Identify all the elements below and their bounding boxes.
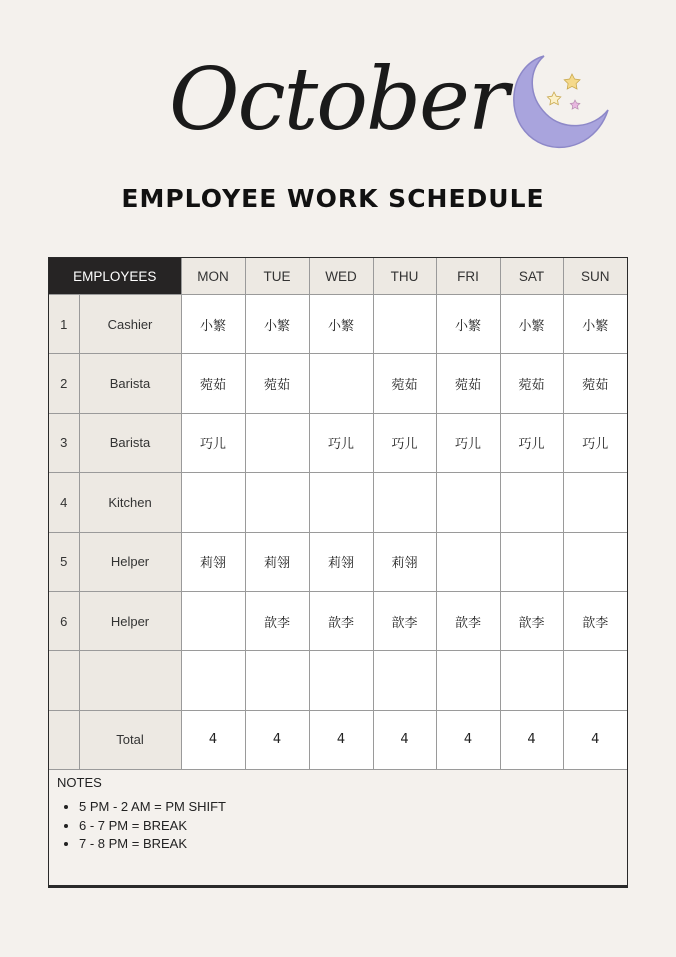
shift-cell: 歆李 [436, 591, 500, 650]
table-row [49, 295, 627, 354]
day-header: MON [181, 258, 245, 295]
shift-cell [500, 651, 563, 710]
crescent-moon-icon [508, 52, 612, 152]
day-header: SUN [563, 258, 627, 295]
note-item: • 6 - 7 PM = BREAK [79, 817, 617, 836]
shift-cell: 莉翎 [181, 532, 245, 591]
shift-cell: 菀茹 [181, 354, 245, 413]
star-icon [570, 100, 580, 109]
row-number: 5 [49, 532, 79, 591]
shift-cell [373, 295, 436, 354]
shift-cell [309, 354, 373, 413]
shift-cell: 菀茹 [563, 354, 627, 413]
shift-cell: 菀茹 [373, 354, 436, 413]
shift-cell [181, 591, 245, 650]
row-number: 2 [49, 354, 79, 413]
shift-cell: 菀茹 [245, 354, 309, 413]
row-number: 1 [49, 295, 79, 354]
table-row [49, 413, 627, 472]
shift-cell: 小繁 [436, 295, 500, 354]
row-number: 6 [49, 591, 79, 650]
schedule-sheet [48, 257, 628, 888]
shift-cell: 巧儿 [500, 413, 563, 472]
shift-cell [373, 651, 436, 710]
day-header: WED [309, 258, 373, 295]
day-header: TUE [245, 258, 309, 295]
role-label: Cashier [79, 295, 181, 354]
total-cell: 4 [245, 710, 309, 769]
table-row [49, 354, 627, 413]
shift-cell: 歆李 [563, 591, 627, 650]
notes-title: NOTES [57, 775, 102, 790]
shift-cell: 莉翎 [309, 532, 373, 591]
month-title: October [168, 50, 508, 150]
notes-list [57, 798, 617, 854]
notes-section [57, 775, 617, 854]
shift-cell: 小繁 [309, 295, 373, 354]
shift-cell [500, 473, 563, 532]
role-label: Helper [79, 591, 181, 650]
shift-cell [245, 651, 309, 710]
shift-cell [563, 532, 627, 591]
shift-cell: 巧儿 [373, 413, 436, 472]
table-row [49, 473, 627, 532]
day-header: FRI [436, 258, 500, 295]
shift-cell: 巧儿 [436, 413, 500, 472]
note-item: • 5 PM - 2 AM = PM SHIFT [79, 798, 617, 817]
employees-header: EMPLOYEES [49, 258, 181, 295]
shift-cell: 菀茹 [436, 354, 500, 413]
table-row [49, 651, 627, 710]
shift-cell: 小繁 [500, 295, 563, 354]
table-row [49, 591, 627, 650]
shift-cell [181, 473, 245, 532]
role-label [79, 651, 181, 710]
row-number: 4 [49, 473, 79, 532]
shift-cell: 巧儿 [181, 413, 245, 472]
table-row [49, 532, 627, 591]
role-label: Barista [79, 413, 181, 472]
shift-cell: 小繁 [181, 295, 245, 354]
shift-cell: 歆李 [373, 591, 436, 650]
total-cell: 4 [373, 710, 436, 769]
shift-cell [181, 651, 245, 710]
shift-cell: 莉翎 [245, 532, 309, 591]
shift-cell [563, 651, 627, 710]
shift-cell: 莉翎 [373, 532, 436, 591]
shift-cell [436, 473, 500, 532]
role-label: Barista [79, 354, 181, 413]
note-item: • 7 - 8 PM = BREAK [79, 835, 617, 854]
shift-cell: 小繁 [563, 295, 627, 354]
total-cell: 4 [181, 710, 245, 769]
total-cell: 4 [309, 710, 373, 769]
role-label: Kitchen [79, 473, 181, 532]
shift-cell: 歆李 [309, 591, 373, 650]
shift-cell [309, 651, 373, 710]
shift-cell: 菀茹 [500, 354, 563, 413]
shift-cell: 小繁 [245, 295, 309, 354]
day-header: THU [373, 258, 436, 295]
schedule-table [49, 258, 627, 770]
shift-cell: 巧儿 [309, 413, 373, 472]
shift-cell [500, 532, 563, 591]
row-number [49, 710, 79, 769]
role-label: Helper [79, 532, 181, 591]
shift-cell [309, 473, 373, 532]
shift-cell [563, 473, 627, 532]
shift-cell [373, 473, 436, 532]
total-cell: 4 [500, 710, 563, 769]
shift-cell [245, 413, 309, 472]
page-subtitle: EMPLOYEE WORK SCHEDULE [121, 184, 545, 213]
shift-cell: 歆李 [245, 591, 309, 650]
total-cell: 4 [563, 710, 627, 769]
shift-cell: 歆李 [500, 591, 563, 650]
star-icon [564, 74, 580, 89]
total-label: Total [79, 710, 181, 769]
day-header: SAT [500, 258, 563, 295]
row-number: 3 [49, 413, 79, 472]
shift-cell [436, 532, 500, 591]
total-cell: 4 [436, 710, 500, 769]
shift-cell [436, 651, 500, 710]
row-number [49, 651, 79, 710]
star-icon [547, 92, 560, 105]
header-row [49, 258, 627, 295]
shift-cell: 巧儿 [563, 413, 627, 472]
total-row [49, 710, 627, 769]
shift-cell [245, 473, 309, 532]
